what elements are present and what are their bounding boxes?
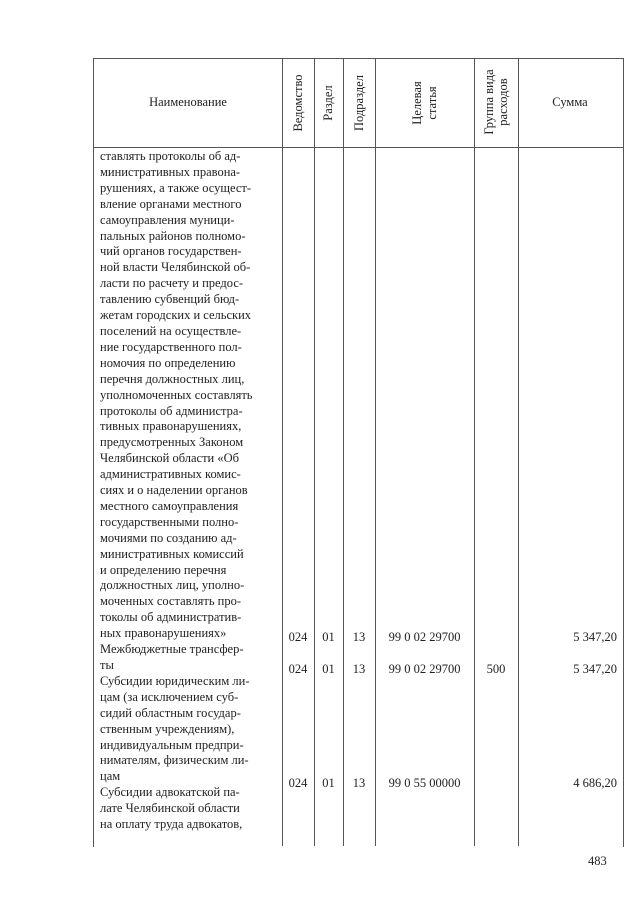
row2-razdel: 01 (322, 662, 335, 676)
page-number: 483 (588, 854, 607, 868)
row3-razdel: 01 (322, 776, 335, 790)
row3-vedomstvo: 024 (288, 776, 308, 790)
text-line: и определению перечня (100, 562, 227, 577)
text-line: Субсидии адвокатской па- (100, 785, 240, 800)
text-line: вление органами местного (100, 196, 242, 211)
column-divider (314, 58, 315, 846)
text-line: сиях и о наделении органов (100, 483, 248, 498)
text-line: министративных правона- (100, 164, 241, 179)
row2-summa: 5 347,20 (573, 662, 617, 676)
header-name: Наименование (149, 95, 227, 109)
text-line: цам (за исключением суб- (100, 689, 239, 704)
text-line: уполномоченных составлять (100, 387, 253, 402)
text-line: ставлять протоколы об ад- (100, 149, 241, 163)
row3-podrazdel: 13 (352, 776, 366, 790)
row-name-4 (100, 785, 278, 833)
column-divider (343, 58, 344, 846)
text-line: Межбюджетные трансфер- (100, 642, 244, 657)
row3-celevaya: 99 0 55 00000 (388, 776, 461, 790)
text-line: должностных лиц, уполно- (100, 578, 245, 593)
text-line: перечня должностных лиц, (100, 371, 245, 386)
row-name-2 (100, 642, 278, 674)
row-name-1 (100, 149, 278, 642)
text-line: поселений на осуществле- (100, 323, 242, 338)
text-line: административных комис- (100, 467, 241, 482)
text-line: ной власти Челябинской об- (100, 260, 251, 275)
row3-summa: 4 686,20 (573, 776, 617, 790)
text-line: индивидуальным предпри- (100, 737, 244, 752)
header-celevaya-line1: Целевая (410, 81, 424, 125)
text-line: на оплату труда адвокатов, (100, 817, 243, 832)
text-line: токолы об административ- (100, 610, 242, 625)
text-line: сидий областным государ- (100, 705, 241, 720)
header-gruppa (482, 52, 510, 152)
row2-celevaya: 99 0 02 29700 (388, 662, 461, 676)
text-line: ных правонарушениях» (100, 626, 227, 641)
text-line: предусмотренных Законом (100, 435, 244, 450)
text-line: моченных составлять про- (100, 594, 242, 609)
column-divider (282, 58, 283, 846)
column-divider (474, 58, 475, 846)
text-line: Челябинской области «Об (100, 451, 239, 466)
text-line: рушениях, а также осущест- (100, 180, 252, 195)
text-line: министративных комиссий (100, 546, 244, 561)
row-name-3 (100, 674, 278, 785)
text-line: нимателям, физическим ли- (100, 753, 249, 768)
row2-vedomstvo: 024 (288, 662, 308, 676)
row1-vedomstvo: 024 (288, 630, 308, 644)
row2-gruppa: 500 (486, 662, 506, 676)
header-summa: Сумма (552, 95, 588, 109)
text-line: жетам городских и сельских (100, 308, 252, 323)
text-line: протоколы об администра- (100, 403, 243, 418)
header-gruppa-line1: Группа вида (482, 69, 496, 135)
text-line: местного самоуправления (100, 498, 239, 513)
text-line: государственными полно- (100, 514, 239, 529)
row1-podrazdel: 13 (352, 630, 366, 644)
text-line: ты (100, 658, 114, 672)
row1-celevaya: 99 0 02 29700 (388, 630, 461, 644)
text-line: тивных правонарушениях, (100, 419, 242, 434)
text-line: тавлению субвенций бюд- (100, 292, 240, 307)
text-line: ние государственного пол- (100, 339, 242, 354)
text-line: ственным учреждениям), (100, 721, 235, 736)
row2-podrazdel: 13 (352, 662, 366, 676)
header-vedomstvo: Ведомство (291, 74, 305, 132)
text-line: номочия по определению (100, 355, 236, 370)
text-line: ласти по расчету и предос- (100, 276, 244, 291)
text-line: мочиями по созданию ад- (100, 530, 237, 545)
text-line: пальных районов полномо- (100, 228, 246, 243)
column-divider (518, 58, 519, 846)
text-line: Субсидии юридическим ли- (100, 673, 250, 688)
row1-summa: 5 347,20 (573, 630, 617, 644)
header-celevaya-line2: статья (425, 86, 439, 120)
header-gruppa-line2: расходов (496, 78, 510, 126)
text-line: лате Челябинской области (100, 801, 240, 816)
text-line: цам (100, 769, 121, 784)
text-line: чий органов государствен- (100, 244, 242, 259)
row1-razdel: 01 (322, 630, 335, 644)
header-celevaya (410, 53, 440, 153)
header-razdel: Раздел (321, 85, 335, 121)
header-podrazdel: Подраздел (352, 75, 366, 131)
name-column-text (100, 149, 278, 833)
column-divider (375, 58, 376, 846)
text-line: самоуправления муници- (100, 212, 235, 227)
